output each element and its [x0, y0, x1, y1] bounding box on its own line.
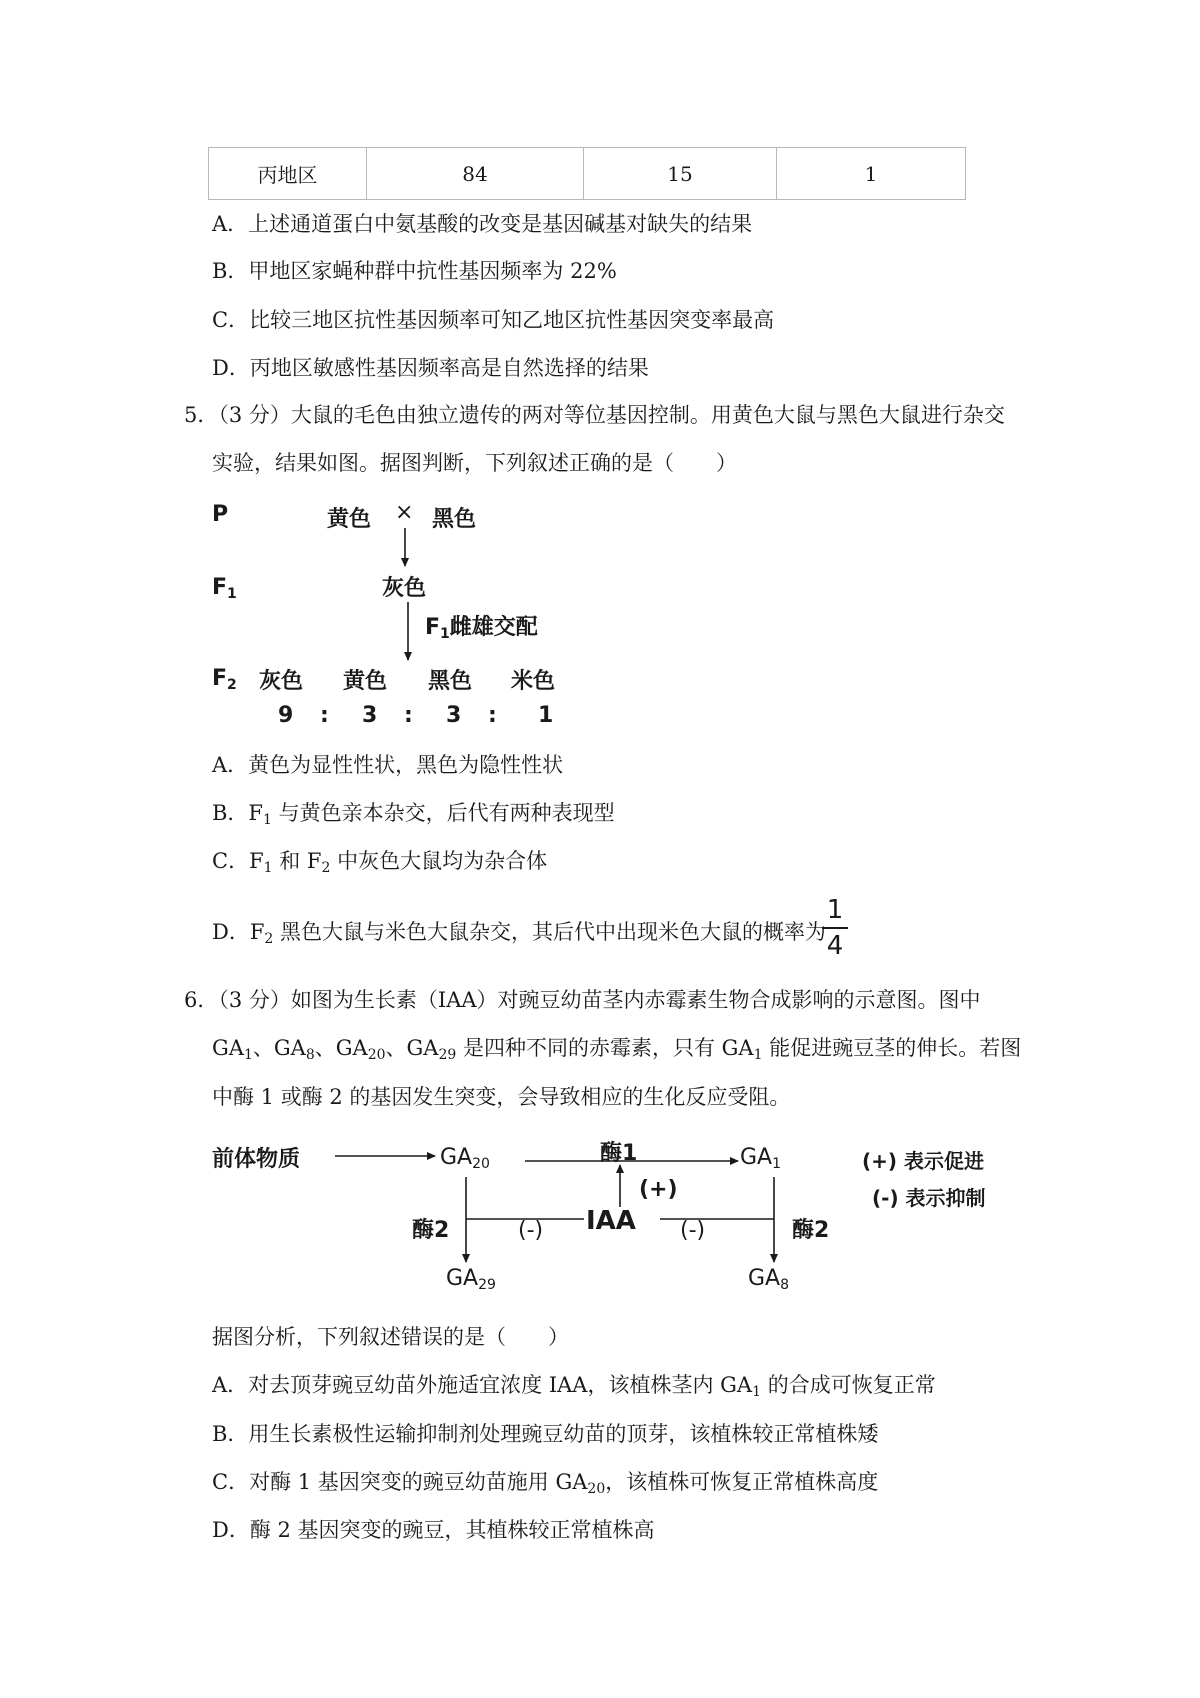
inhibit-sign-left: (-) — [518, 1218, 544, 1243]
q6-stem-line2: $GA_1$、$GA_8$、$GA_{20}$、$GA_{29}$ 是四种不同的赤霉素，只有 $GA_1$ 能促进豌豆茎的伸长。若图 — [212, 1036, 1022, 1063]
f2-phenotype-beige: 米色 — [511, 669, 556, 694]
p-label: P — [212, 502, 229, 527]
promote-sign: (+) — [639, 1177, 678, 1202]
iaa-node: IAA — [586, 1206, 636, 1236]
q6-option-a: A．对去顶芽豌豆幼苗外施适宜浓度 IAA，该植株茎内 $GA_1$ 的合成可恢复正常 — [212, 1373, 936, 1400]
f2-label: $F_2$ — [212, 666, 237, 693]
ga8-node: $GA_8$ — [748, 1266, 790, 1293]
q6-question: 据图分析，下列叙述错误的是（ ） — [212, 1325, 569, 1349]
q5-option-b: B．$F_1$ 与黄色亲本杂交，后代有两种表现型 — [212, 801, 615, 828]
q6-option-b: B．用生长素极性运输抑制剂处理豌豆幼苗的顶芽，该植株较正常植株矮 — [212, 1422, 879, 1446]
ga29-node: $GA_{29}$ — [446, 1266, 496, 1293]
q4-option-d: D．丙地区敏感性基因频率高是自然选择的结果 — [212, 356, 649, 380]
enzyme2-left-label: 酶2 — [412, 1218, 450, 1243]
q4-option-b: B．甲地区家蝇种群中抗性基因频率为 22% — [212, 259, 617, 283]
legend-promote: (+) 表示促进 — [862, 1149, 985, 1173]
enzyme2-right-label: 酶2 — [792, 1218, 830, 1243]
table-cell: 15 — [584, 148, 777, 200]
table-cell: 1 — [777, 148, 966, 200]
f1-mating-label: $F_1$雌雄交配 — [425, 615, 538, 642]
inhibit-sign-right: (-) — [680, 1218, 706, 1243]
ratio-value: 1 — [538, 703, 554, 728]
q6-stem-line3: 中酶 1 或酶 2 的基因发生突变，会导致相应的生化反应受阻。 — [212, 1085, 791, 1109]
ratio-value: 3 — [446, 703, 462, 728]
f2-phenotype-yellow: 黄色 — [343, 669, 388, 694]
ratio-colon: : — [488, 703, 497, 728]
q6-stem-line1: 6．（3 分）如图为生长素（IAA）对豌豆幼苗茎内赤霉素生物合成影响的示意图。图中 — [184, 988, 981, 1012]
q4-option-c: C．比较三地区抗性基因频率可知乙地区抗性基因突变率最高 — [212, 308, 775, 332]
parent-black: 黑色 — [432, 507, 477, 532]
ratio-colon: : — [320, 703, 329, 728]
f2-phenotype-gray: 灰色 — [259, 669, 304, 694]
fraction-denominator: 4 — [826, 931, 844, 961]
ratio-colon: : — [404, 703, 413, 728]
q4-option-a: A．上述通道蛋白中氨基酸的改变是基因碱基对缺失的结果 — [212, 212, 753, 236]
parent-yellow: 黄色 — [327, 507, 372, 532]
q5-stem-line2: 实验，结果如图。据图判断，下列叙述正确的是（ ） — [212, 451, 737, 475]
enzyme1-label: 酶1 — [600, 1141, 638, 1166]
ga20-node: $GA_{20}$ — [440, 1145, 490, 1172]
q6-option-d: D．酶 2 基因突变的豌豆，其植株较正常植株高 — [212, 1518, 655, 1542]
q6-option-c: C．对酶 1 基因突变的豌豆幼苗施用 $GA_{20}$，该植株可恢复正常植株高度 — [212, 1470, 879, 1497]
q5-stem-line1: 5．（3 分）大鼠的毛色由独立遗传的两对等位基因控制。用黄色大鼠与黑色大鼠进行杂交 — [184, 403, 1005, 427]
f2-phenotype-black: 黑色 — [428, 669, 473, 694]
fraction-numerator: 1 — [826, 895, 844, 925]
ratio-value: 9 — [278, 703, 294, 728]
ratio-value: 3 — [362, 703, 378, 728]
f1-label: $F_1$ — [212, 575, 237, 602]
cross-symbol: × — [395, 500, 414, 525]
legend-inhibit: (-) 表示抑制 — [872, 1186, 986, 1210]
precursor-label: 前体物质 — [212, 1147, 301, 1172]
f1-gray: 灰色 — [382, 576, 427, 601]
table-cell: 84 — [367, 148, 584, 200]
q5-option-c: C．$F_1$ 和 $F_2$ 中灰色大鼠均为杂合体 — [212, 849, 548, 876]
ga1-node: $GA_1$ — [740, 1145, 782, 1172]
q5-option-a: A．黄色为显性性状，黑色为隐性性状 — [212, 753, 564, 777]
table-cell: 丙地区 — [209, 148, 367, 200]
q5-option-d: D．$F_2$ 黑色大鼠与米色大鼠杂交，其后代中出现米色大鼠的概率为 — [212, 920, 827, 947]
